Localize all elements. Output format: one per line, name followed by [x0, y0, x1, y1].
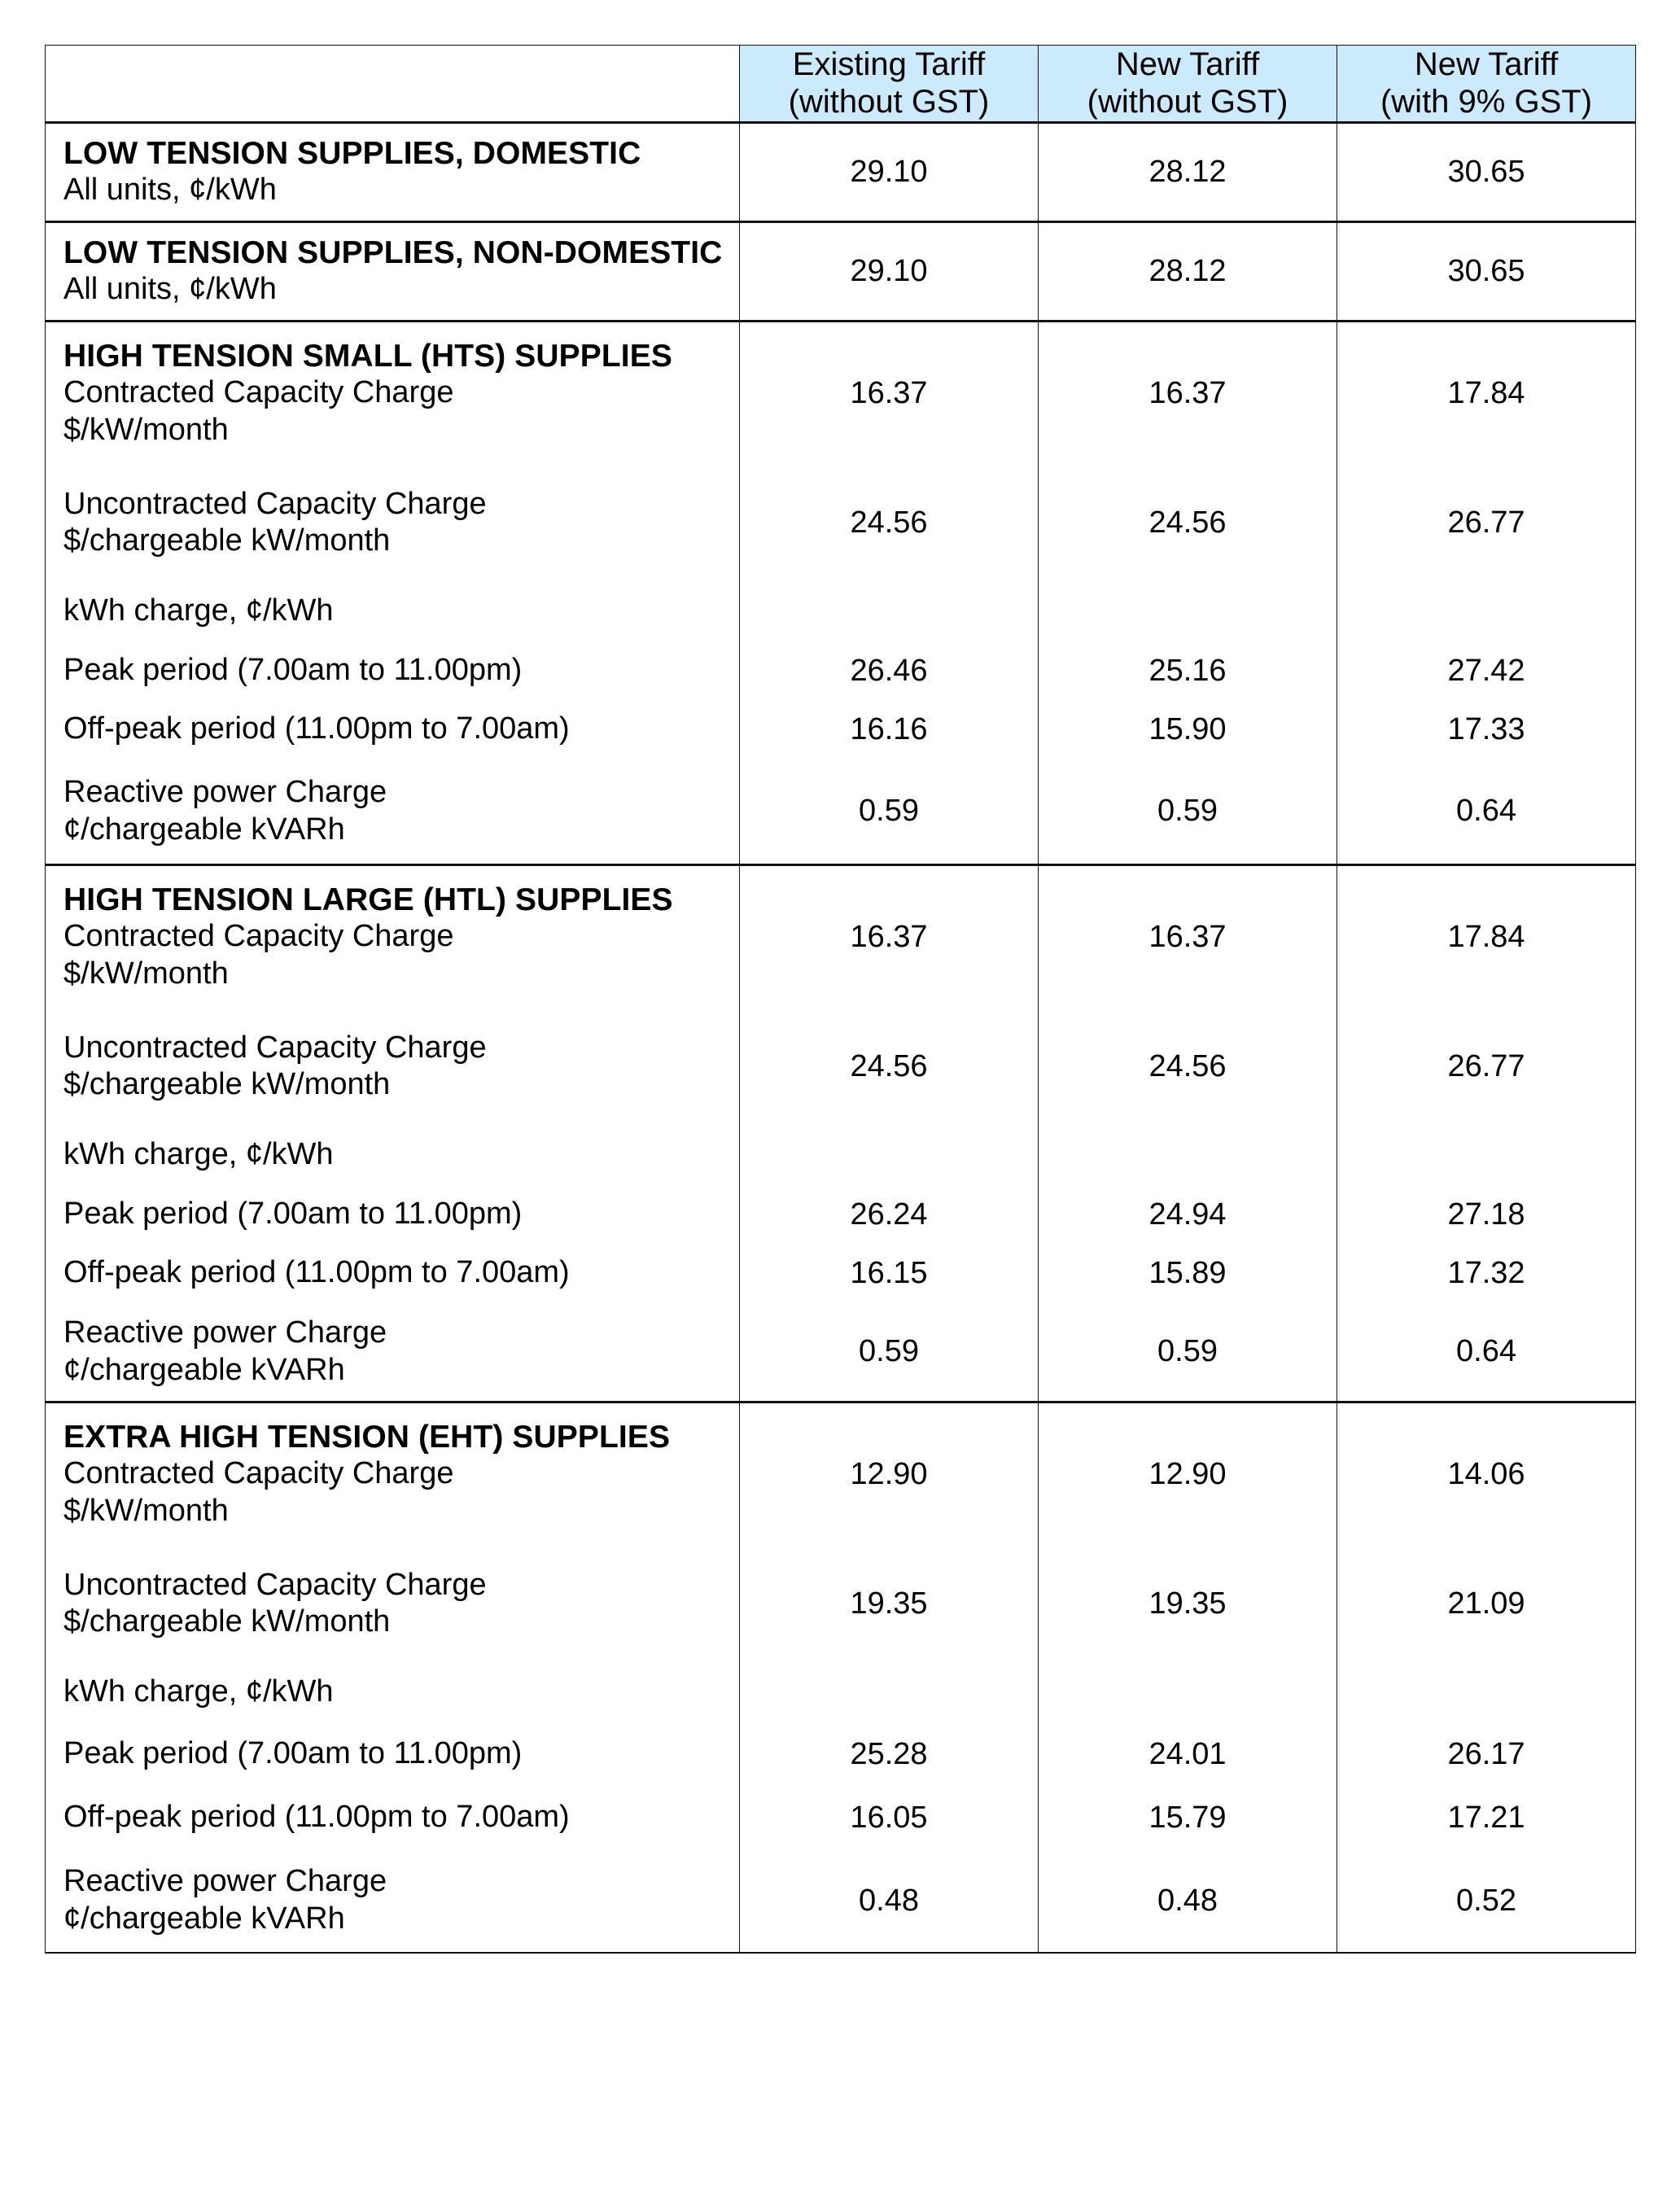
table-row-eht-uncontracted [46, 1545, 1636, 1662]
value-eht-contracted-new: 12.90 [1039, 1402, 1337, 1545]
value-htl-offpeak-new: 15.89 [1039, 1244, 1337, 1302]
value-hts-contracted-new-gst: 17.84 [1337, 321, 1636, 464]
value-hts-offpeak-new: 15.90 [1039, 700, 1337, 759]
value-eht-peak-new-gst: 26.17 [1337, 1722, 1636, 1786]
value-hts-peak-existing: 26.46 [740, 641, 1039, 700]
value-lt-domestic-new: 28.12 [1039, 122, 1337, 221]
row-label-hts-kwh-charge-l1: kWh charge, ¢/kWh [63, 593, 334, 628]
value-hts-reactive-existing: 0.59 [740, 759, 1039, 864]
value-hts-kwh-charge-existing [740, 581, 1039, 641]
value-htl-kwh-charge-new-gst [1337, 1125, 1636, 1185]
header-new-gst-line1: New Tariff [1414, 46, 1559, 82]
value-hts-contracted-existing: 16.37 [740, 321, 1039, 464]
row-label-htl-uncontracted [46, 1008, 740, 1125]
row-sublabel-lt-domestic: All units, ¢/kWh [63, 173, 277, 208]
value-hts-offpeak-existing: 16.16 [740, 700, 1039, 759]
table-row-eht-kwh-charge [46, 1662, 1636, 1722]
row-label-htl-offpeak [46, 1244, 740, 1302]
value-htl-kwh-charge-new [1039, 1125, 1337, 1185]
row-label-hts-reactive [46, 759, 740, 864]
table-body [46, 122, 1636, 1952]
value-eht-kwh-charge-new [1039, 1662, 1337, 1722]
table-row-eht-peak [46, 1722, 1636, 1786]
table-row-htl-contracted [46, 864, 1636, 1008]
section-title-eht: EXTRA HIGH TENSION (EHT) SUPPLIES [63, 1419, 671, 1455]
row-label-eht-uncontracted-l2: $/chargeable kW/month [63, 1604, 391, 1639]
value-htl-offpeak-new-gst: 17.32 [1337, 1244, 1636, 1302]
value-htl-reactive-new-gst: 0.64 [1337, 1302, 1636, 1402]
table-row-htl-offpeak [46, 1244, 1636, 1302]
value-htl-uncontracted-new: 24.56 [1039, 1008, 1337, 1125]
header-existing-line2: (without GST) [788, 84, 990, 120]
value-htl-reactive-new: 0.59 [1039, 1302, 1337, 1402]
header-corner-cell [46, 46, 740, 123]
table-row-htl-kwh-charge [46, 1125, 1636, 1185]
value-lt-domestic-new-gst: 30.65 [1337, 122, 1636, 221]
value-htl-contracted-new-gst: 17.84 [1337, 864, 1636, 1008]
row-label-eht-reactive-l2: ¢/chargeable kVARh [63, 1901, 345, 1936]
value-eht-kwh-charge-new-gst [1337, 1662, 1636, 1722]
header-existing-line1: Existing Tariff [792, 46, 986, 82]
row-label-lt-domestic [46, 122, 740, 221]
table-row-hts-peak [46, 641, 1636, 700]
header-new-tariff [1039, 46, 1337, 123]
value-hts-reactive-new: 0.59 [1039, 759, 1337, 864]
value-htl-peak-new-gst: 27.18 [1337, 1185, 1636, 1244]
row-label-eht-uncontracted [46, 1545, 740, 1662]
table-row-hts-kwh-charge [46, 581, 1636, 641]
row-label-eht-reactive-l1: Reactive power Charge [63, 1864, 387, 1899]
table-row-eht-reactive [46, 1849, 1636, 1952]
row-label-htl-peak-l1: Peak period (7.00am to 11.00pm) [63, 1197, 523, 1232]
row-label-hts-uncontracted [46, 464, 740, 581]
value-hts-kwh-charge-new [1039, 581, 1337, 641]
value-eht-uncontracted-new-gst: 21.09 [1337, 1545, 1636, 1662]
table-row-hts-uncontracted [46, 464, 1636, 581]
value-eht-contracted-new-gst: 14.06 [1337, 1402, 1636, 1545]
row-sublabel-lt-non-domestic: All units, ¢/kWh [63, 272, 277, 307]
table-row-hts-reactive [46, 759, 1636, 864]
row-label-eht-peak [46, 1722, 740, 1786]
row-label-htl-uncontracted-l1: Uncontracted Capacity Charge [63, 1030, 487, 1065]
section-title-hts: HIGH TENSION SMALL (HTS) SUPPLIES [63, 338, 672, 374]
row-label-eht-uncontracted-l1: Uncontracted Capacity Charge [63, 1567, 487, 1602]
row-label-htl-offpeak-l1: Off-peak period (11.00pm to 7.00am) [63, 1255, 570, 1290]
row-label-htl-peak [46, 1185, 740, 1244]
table-row-eht-offpeak [46, 1786, 1636, 1849]
value-eht-uncontracted-new: 19.35 [1039, 1545, 1337, 1662]
row-label-hts-peak [46, 641, 740, 700]
value-hts-uncontracted-new: 24.56 [1039, 464, 1337, 581]
header-row [46, 46, 1636, 123]
table-bottom-border-cell-4 [1337, 1952, 1636, 1953]
value-htl-peak-new: 24.94 [1039, 1185, 1337, 1244]
row-label-htl-reactive-l2: ¢/chargeable kVARh [63, 1352, 345, 1387]
row-label-htl-reactive [46, 1302, 740, 1402]
value-hts-peak-new: 25.16 [1039, 641, 1337, 700]
value-hts-uncontracted-new-gst: 26.77 [1337, 464, 1636, 581]
row-label-htl-contracted [46, 864, 740, 1008]
row-label-eht-offpeak-l1: Off-peak period (11.00pm to 7.00am) [63, 1800, 570, 1835]
row-label-hts-reactive-l2: ¢/chargeable kVARh [63, 812, 345, 847]
value-eht-kwh-charge-existing [740, 1662, 1039, 1722]
value-eht-offpeak-new: 15.79 [1039, 1786, 1337, 1849]
row-label-lt-non-domestic [46, 221, 740, 321]
row-label-hts-kwh-charge [46, 581, 740, 641]
value-lt-non-domestic-new: 28.12 [1039, 221, 1337, 321]
row-label-hts-offpeak [46, 700, 740, 759]
table-row-htl-uncontracted [46, 1008, 1636, 1125]
row-label-hts-peak-l1: Peak period (7.00am to 11.00pm) [63, 653, 523, 688]
table-bottom-border-cell-1 [46, 1952, 740, 1953]
header-new-tariff-gst [1337, 46, 1636, 123]
table-footer-rule [46, 1952, 1636, 1953]
value-htl-peak-existing: 26.24 [740, 1185, 1039, 1244]
row-label-htl-reactive-l1: Reactive power Charge [63, 1315, 387, 1350]
value-hts-offpeak-new-gst: 17.33 [1337, 700, 1636, 759]
value-htl-uncontracted-new-gst: 26.77 [1337, 1008, 1636, 1125]
row-label-hts-uncontracted-l1: Uncontracted Capacity Charge [63, 486, 487, 521]
row-label-htl-uncontracted-l2: $/chargeable kW/month [63, 1067, 391, 1102]
row-label-htl-kwh-charge-l1: kWh charge, ¢/kWh [63, 1137, 334, 1172]
value-hts-kwh-charge-new-gst [1337, 581, 1636, 641]
value-htl-kwh-charge-existing [740, 1125, 1039, 1185]
table-bottom-border-cell-2 [740, 1952, 1039, 1953]
value-eht-peak-new: 24.01 [1039, 1722, 1337, 1786]
value-hts-uncontracted-existing: 24.56 [740, 464, 1039, 581]
row-label-hts-contracted-l1: Contracted Capacity Charge [63, 375, 454, 410]
table-row-hts-contracted [46, 321, 1636, 464]
section-title-htl: HIGH TENSION LARGE (HTL) SUPPLIES [63, 882, 673, 917]
row-label-eht-kwh-charge [46, 1662, 740, 1722]
table-row-lt-non-domestic [46, 221, 1636, 321]
table-bottom-border-cell-3 [1039, 1952, 1337, 1953]
value-eht-reactive-existing: 0.48 [740, 1849, 1039, 1952]
header-new-gst-line2: (with 9% GST) [1380, 84, 1593, 120]
value-hts-peak-new-gst: 27.42 [1337, 641, 1636, 700]
row-label-hts-uncontracted-l2: $/chargeable kW/month [63, 523, 391, 558]
table-row-hts-offpeak [46, 700, 1636, 759]
row-label-eht-reactive [46, 1849, 740, 1952]
value-eht-peak-existing: 25.28 [740, 1722, 1039, 1786]
row-label-eht-contracted-l2: $/kW/month [63, 1493, 229, 1528]
table-row-htl-reactive [46, 1302, 1636, 1402]
value-hts-contracted-new: 16.37 [1039, 321, 1337, 464]
value-htl-contracted-new: 16.37 [1039, 864, 1337, 1008]
row-label-eht-offpeak [46, 1786, 740, 1849]
row-label-eht-peak-l1: Peak period (7.00am to 11.00pm) [63, 1736, 523, 1771]
table-header [46, 46, 1636, 123]
value-eht-reactive-new-gst: 0.52 [1337, 1849, 1636, 1952]
value-eht-offpeak-existing: 16.05 [740, 1786, 1039, 1849]
value-eht-reactive-new: 0.48 [1039, 1849, 1337, 1952]
row-label-eht-contracted-l1: Contracted Capacity Charge [63, 1456, 454, 1491]
value-htl-contracted-existing: 16.37 [740, 864, 1039, 1008]
row-label-eht-kwh-charge-l1: kWh charge, ¢/kWh [63, 1674, 334, 1709]
row-label-htl-contracted-l1: Contracted Capacity Charge [63, 919, 454, 954]
table-bottom-border-row [46, 1952, 1636, 1953]
value-htl-offpeak-existing: 16.15 [740, 1244, 1039, 1302]
section-title-lt-domestic: LOW TENSION SUPPLIES, DOMESTIC [63, 135, 641, 171]
value-htl-reactive-existing: 0.59 [740, 1302, 1039, 1402]
row-label-hts-reactive-l1: Reactive power Charge [63, 774, 387, 809]
section-title-lt-non-domestic: LOW TENSION SUPPLIES, NON-DOMESTIC [63, 234, 723, 270]
row-label-hts-contracted [46, 321, 740, 464]
row-label-eht-contracted [46, 1402, 740, 1545]
header-new-line2: (without GST) [1087, 84, 1288, 120]
value-lt-domestic-existing: 29.10 [740, 122, 1039, 221]
table-row-htl-peak [46, 1185, 1636, 1244]
header-existing-tariff [740, 46, 1039, 123]
header-new-line1: New Tariff [1115, 46, 1260, 82]
row-label-htl-contracted-l2: $/kW/month [63, 956, 229, 991]
value-htl-uncontracted-existing: 24.56 [740, 1008, 1039, 1125]
value-hts-reactive-new-gst: 0.64 [1337, 759, 1636, 864]
value-lt-non-domestic-new-gst: 30.65 [1337, 221, 1636, 321]
value-eht-contracted-existing: 12.90 [740, 1402, 1039, 1545]
electricity-tariff-table [45, 45, 1636, 1954]
value-eht-uncontracted-existing: 19.35 [740, 1545, 1039, 1662]
value-eht-offpeak-new-gst: 17.21 [1337, 1786, 1636, 1849]
row-label-htl-kwh-charge [46, 1125, 740, 1185]
row-label-hts-contracted-l2: $/kW/month [63, 412, 229, 447]
value-lt-non-domestic-existing: 29.10 [740, 221, 1039, 321]
table-row-lt-domestic [46, 122, 1636, 221]
row-label-hts-offpeak-l1: Off-peak period (11.00pm to 7.00am) [63, 711, 570, 746]
table-row-eht-contracted [46, 1402, 1636, 1545]
